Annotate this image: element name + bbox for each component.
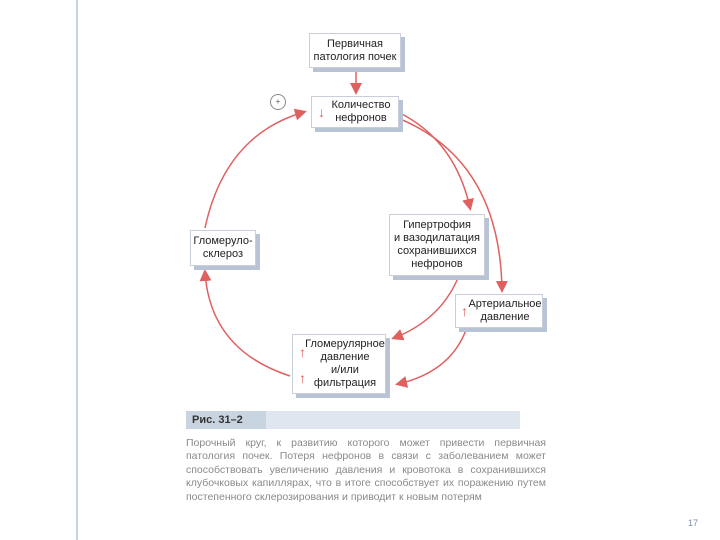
box-arterial-pressure-label: Артериальное давление <box>468 298 542 323</box>
figure-label: Рис. 31–2 <box>186 411 266 429</box>
box-nephron-count <box>311 96 399 128</box>
box-hypertrophy <box>389 214 485 276</box>
up-arrow-icon: ↑ <box>299 370 306 386</box>
arrow-glomerular-to-sclerosis <box>205 272 290 376</box>
arrow-sclerosis-to-nephrons <box>205 112 304 228</box>
figure-caption: Порочный круг, к развитию которого может привести первичная патология почек. Потеря нефронов в связи с заболеванием может способствовать увеличению давления и кровотока в сохранившихся клубочковых капиллярах, что в итоге способствует их поражению путем постепенного склерозирования и приводит к новым потерям <box>186 437 546 503</box>
box-glomerular-pressure <box>292 334 386 394</box>
plus-marker: + <box>270 94 286 110</box>
down-arrow-icon: ↓ <box>318 104 325 120</box>
box-hypertrophy-label: Гипертрофия и вазодилатация сохранившихся нефронов <box>393 219 480 270</box>
arrow-pressure-to-glomerular <box>398 330 466 384</box>
box-primary-pathology-label: Первичная патология почек <box>313 37 397 63</box>
up-arrow-icon: ↑ <box>299 344 306 360</box>
box-glomerulosclerosis <box>190 230 256 266</box>
box-nephron-count-label: Количество нефронов <box>331 99 391 124</box>
page-number: 17 <box>688 518 699 528</box>
up-arrow-icon: ↑ <box>461 303 468 319</box>
arrow-hypertrophy-to-glomerular <box>394 278 458 338</box>
box-arterial-pressure <box>455 294 543 328</box>
box-primary-pathology <box>309 33 401 68</box>
box-glomerular-pressure-label: Гломерулярное давление и/или фильтрация <box>305 338 385 389</box>
box-glomerulosclerosis-label: Гломеруло- склероз <box>193 235 253 260</box>
